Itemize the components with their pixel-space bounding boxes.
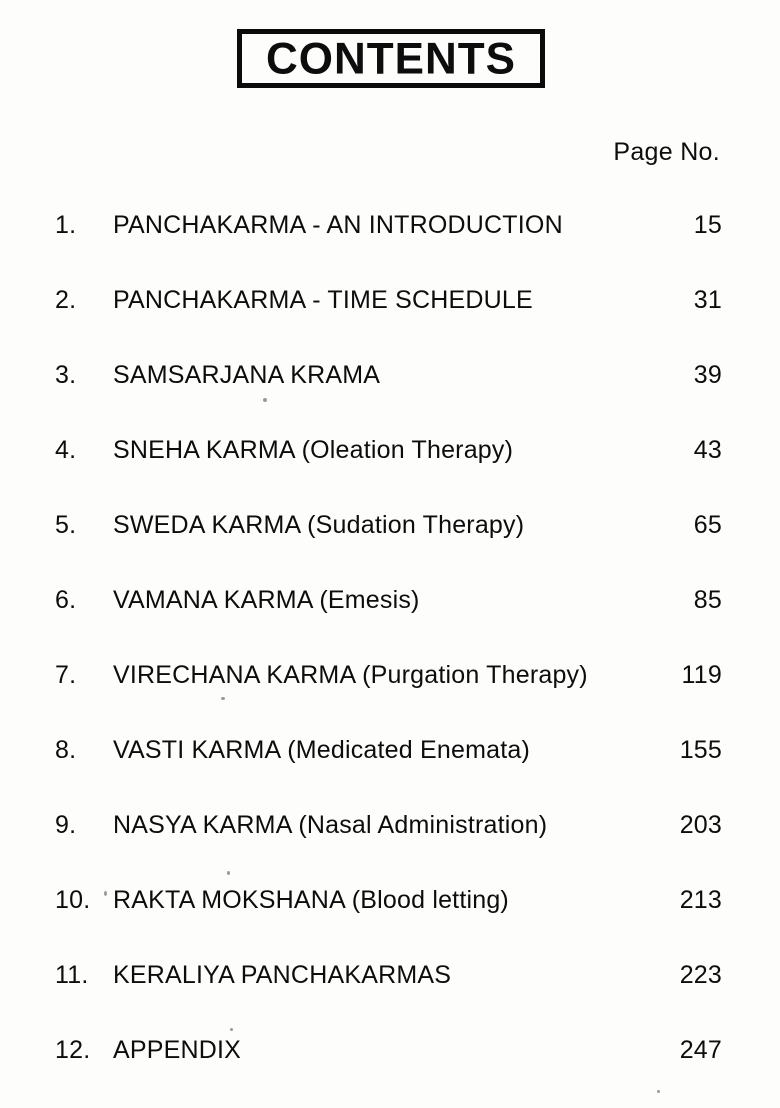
entry-number: 6. [55,586,77,614]
entry-number: 3. [55,361,77,389]
toc-entry [55,362,722,388]
toc-entry [55,962,722,988]
entry-number: 8. [55,736,77,764]
entry-number: 9. [55,811,77,839]
toc-entry [55,512,722,538]
toc-entry [55,1037,722,1063]
scan-speck [263,398,267,402]
entry-page: 213 [679,886,722,914]
page-title: CONTENTS [266,33,516,83]
entry-number: 10. [55,886,91,914]
toc-entry [55,662,722,688]
entry-number: 4. [55,436,77,464]
entry-title: KERALIYA PANCHAKARMAS [113,962,452,988]
contents-title-box [237,29,545,88]
page-no-column-header: Page No. [613,138,720,166]
entry-page: 203 [679,811,722,839]
toc-entry [55,587,722,613]
entry-page: 85 [693,586,722,614]
entry-page: 119 [681,661,722,689]
entry-number: 7. [55,661,77,689]
entry-number: 12. [55,1036,91,1064]
scan-speck [230,1028,233,1031]
entry-page: 247 [679,1036,722,1064]
entry-title: SAMSARJANA KRAMA [113,362,381,388]
entry-title: SNEHA KARMA (Oleation Therapy) [113,437,514,463]
entry-title: NASYA KARMA (Nasal Administration) [113,812,548,838]
scan-speck [657,1090,660,1093]
toc-entry [55,737,722,763]
entry-number: 2. [55,286,77,314]
entry-title: PANCHAKARMA - AN INTRODUCTION [113,212,563,238]
toc-entry [55,812,722,838]
scan-speck [104,891,107,896]
entry-number: 11. [55,961,89,989]
entry-number: 5. [55,511,77,539]
entry-page: 31 [693,286,722,314]
entry-title: RAKTA MOKSHANA (Blood letting) [113,887,509,913]
toc-list [55,212,722,1063]
entry-page: 15 [693,211,722,239]
toc-entry [55,212,722,238]
entry-title: PANCHAKARMA - TIME SCHEDULE [113,287,533,313]
entry-title: SWEDA KARMA (Sudation Therapy) [113,512,525,538]
entry-page: 39 [693,361,722,389]
entry-page: 43 [693,436,722,464]
entry-page: 223 [679,961,722,989]
entry-page: 155 [679,736,722,764]
toc-entry [55,887,722,913]
toc-entry [55,437,722,463]
entry-title: VASTI KARMA (Medicated Enemata) [113,737,531,763]
entry-title: VAMANA KARMA (Emesis) [113,587,420,613]
toc-entry [55,287,722,313]
scan-speck [221,697,225,700]
entry-page: 65 [693,511,722,539]
entry-number: 1. [55,211,77,239]
entry-title: APPENDIX [113,1037,242,1063]
scan-speck [227,871,230,875]
entry-title: VIRECHANA KARMA (Purgation Therapy) [113,662,588,688]
